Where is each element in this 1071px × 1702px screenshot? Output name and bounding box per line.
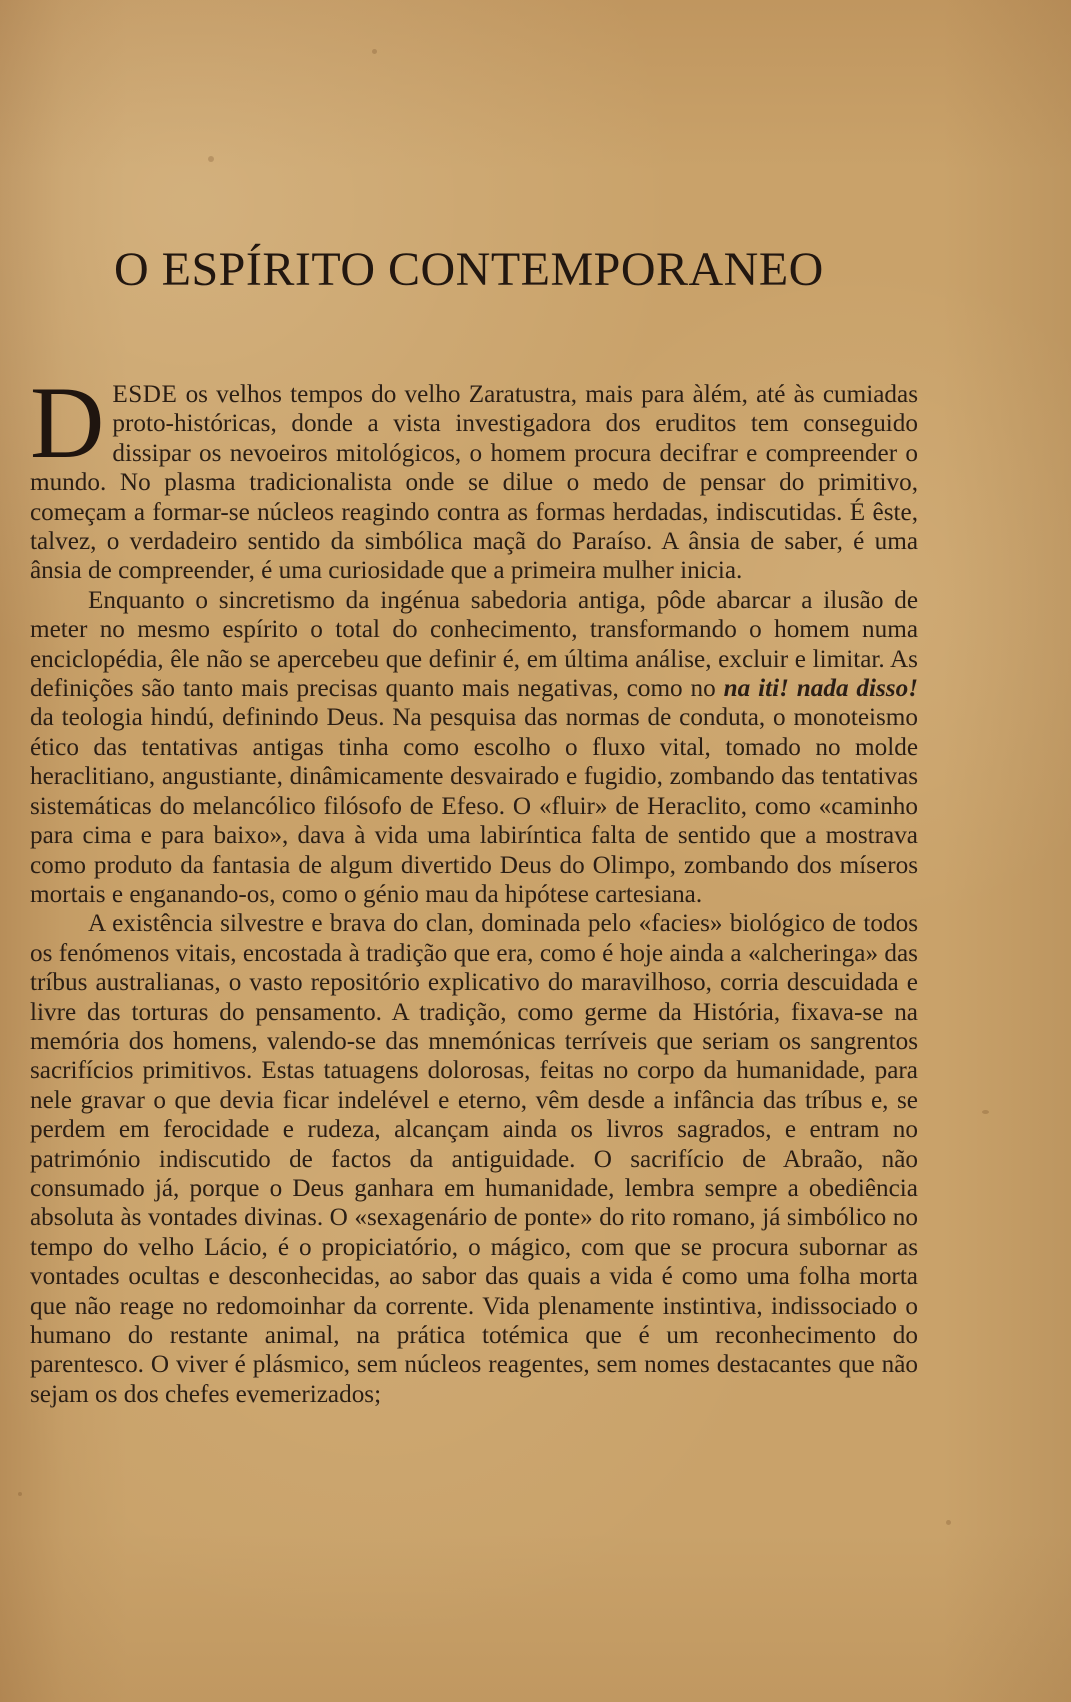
- paragraph-2-text-b: da teologia hindú, definindo Deus. Na pesquisa das normas de conduta, o monoteismo ético das tentativas antigas tinha como escolho o fluxo vital, tomado no molde heraclitiano, angustiante, dinâmicamente desvairado e fugidio, zombando das tentativas sistemáticas do melancólico filósofo de Efeso. O «fluir» de Heraclito, como «caminho para cima e para baixo», dava à vida uma labiríntica falta de sentido que a mostrava como produto da fantasia de algum divertido Deus do Olimpo, zombando dos míseros mortais e enganando-os, como o génio mau da hipótese cartesiana.: [30, 704, 918, 908]
- paragraph-1: [30, 366, 918, 586]
- opening-word: ESDE: [112, 381, 178, 408]
- paper-speck: [208, 156, 214, 162]
- paragraph-2: [30, 586, 918, 909]
- paragraph-3-text: A existência silvestre e brava do clan, dominada pelo «facies» biológico de todos os fenómenos vitais, encostada à tradição que era, como é hoje ainda a «alcheringa» das tríbus australianas, o vasto repositório explicativo do maravilhoso, corria descuidada e livre das torturas do pensamento. A tradição, como germe da História, fixava-se na memória dos homens, valendo-se das mnemónicas terríveis que seriam os sangrentos sacrifícios primitivos. Estas tatuagens dolorosas, feitas no corpo da humanidade, para nele gravar o que devia ficar indelével e eterno, vêm desde a infância das tríbus e, se perdem em ferocidade e rudeza, alcançam ainda os livros sagrados, e entram no património indiscutido de factos da antiguidade. O sacrifício de Abraão, não consumado já, porque o Deus ganhara em humanidade, lembra sempre a obediência absoluta às vontades divinas. O «sexagenário de ponte» do rito romano, já simbólico no tempo do velho Lácio, é o propiciatório, o mágico, com que se procura subornar as vontades ocultas e desconhecidas, ao sabor das quais a vida é como uma folha morta que não reage no redomoinhar da corrente. Vida plenamente instintiva, indissociado o humano do restante animal, na prática totémica que é um reconhecimento do parentesco. O viver é plásmico, sem núcleos reagentes, sem nomes destacantes que não sejam os dos chefes evemerizados;: [30, 910, 918, 1408]
- paragraph-1-text: os velhos tempos do velho Zaratustra, mais para àlém, até às cumiadas proto-históricas, donde a vista investigadora dos eruditos tem conseguido dissipar os nevoeiros mitológicos, o homem procura decifrar e compreender o mundo. No plasma tradicionalista onde se dilue o medo de pensar do primitivo, começam a formar-se núcleos reagindo contra as formas herdadas, indiscutidas. É êste, talvez, o verdadeiro sentido da simbólica maçã do Paraíso. A ânsia de saber, é uma ânsia de compreender, é uma curiosidade que a primeira mulher inicia.: [30, 381, 918, 585]
- paper-speck: [372, 49, 377, 54]
- main-text: [30, 366, 919, 1409]
- paragraph-3: [30, 909, 918, 1409]
- paper-speck: [946, 1520, 951, 1525]
- drop-cap: D: [30, 366, 105, 480]
- paragraph-2-italic-phrase: na iti! nada disso!: [723, 675, 919, 703]
- paper-speck: [18, 1492, 22, 1496]
- paper-speck: [982, 1110, 989, 1114]
- paragraph-2-text-a: Enquanto o sincretismo da ingénua sabedoria antiga, pôde abarcar a ilusão de meter no mesmo espírito o total do conhecimento, transformando o homem numa enciclopédia, êle não se apercebeu que definir é, em última análise, excluir e limitar. As definições são tanto mais precisas quanto mais negativas, como no: [30, 586, 918, 703]
- page-title: O ESPÍRITO CONTEMPORANEO: [114, 243, 824, 296]
